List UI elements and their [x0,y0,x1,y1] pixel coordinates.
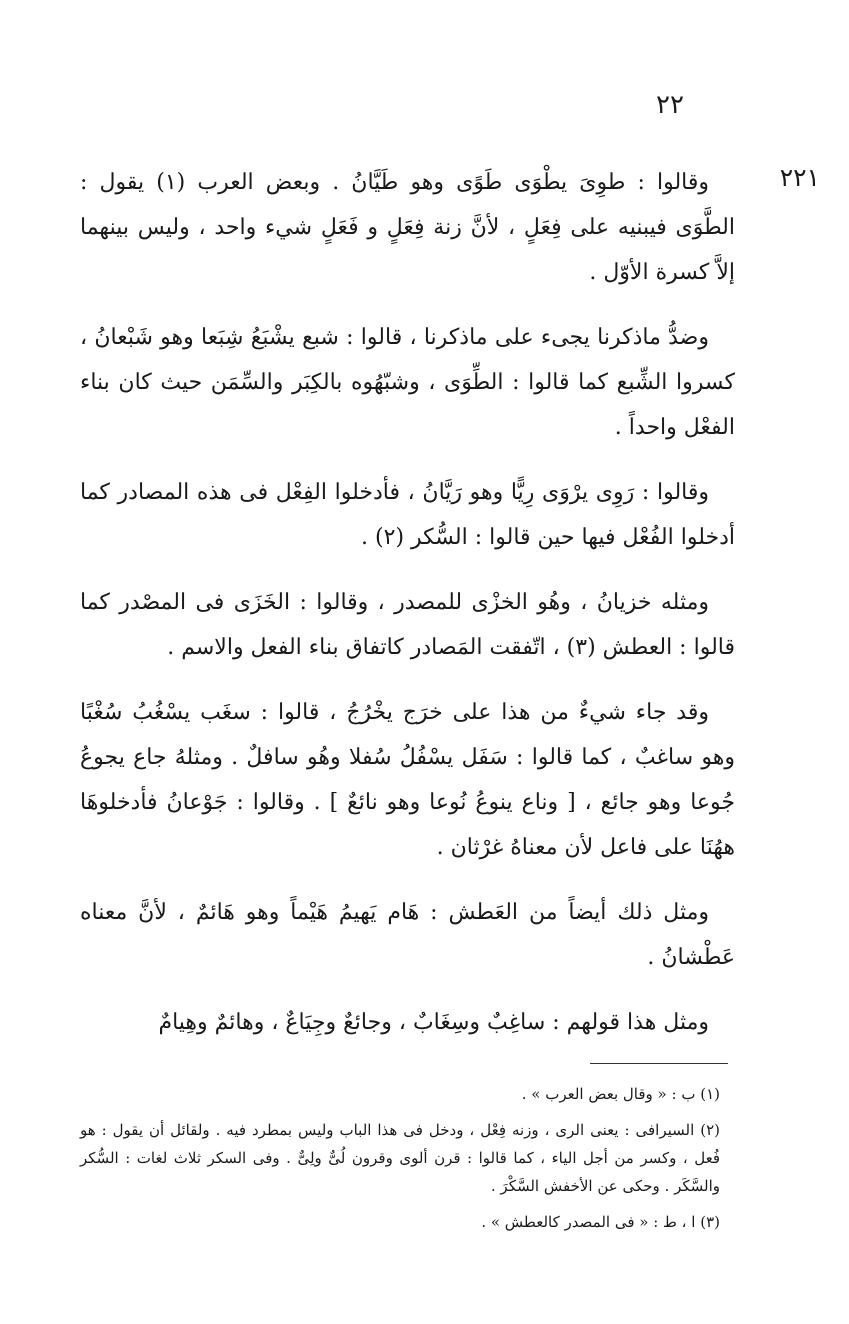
page-number: ٢٢ [656,90,684,120]
section-number: ٢٢١ [779,163,820,192]
footnote: (٣) ا ، ط : « فى المصدر كالعطش » . [481,1213,720,1231]
paragraph: وقالوا : طوِىَ يطْوَى طَوًى وهو طَيَّانُ . وبعض العرب (١) يقول : الطَّوَى فيبنيه على فِعَلٍ ، لأنَّ زنة فِعَلٍ و فَعَلٍ شيء واحد ، وليس بينهما إلاَّ كسرة الأوّل . [80,170,735,285]
paragraph: ومثله خزيانُ ، وهُو الخزْى للمصدر ، وقالوا : الخَزَى فى المصْدر كما قالوا : العطش (٣) ، اتّفقت المَصادر كاتفاق بناء الفعل والاسم . [80,590,735,660]
main-text [80,160,735,1065]
paragraph: وقد جاء شيءٌ من هذا على خرَج يخْرُجُ ، قالوا : سغَب يسْغُبُ سُغْبًا وهو ساغبٌ ، كما قالوا : سَفَل يسْفُلُ سُفلا وهُو سافلٌ . ومثلهُ جاع يجوعُ جُوعا وهو جائع ، [ وناع ينوعُ نُوعا وهو نائعٌ ] . وقالوا : جَوْعانُ فأدخلوهَا ههُنَا على فاعل لأن معناهُ غرْثان . [80,700,735,860]
footnotes [80,1080,720,1244]
paragraph: وضدُّ ماذكرنا يجىء على ماذكرنا ، قالوا : شبع يشْبَعُ شِبَعا وهو شَبْعانُ ، كسروا الشِّبع كما قالوا : الطِّوَى ، وشبّهُوه بالكِبَر والسِّمَن حيث كان بناء الفعْل واحداً . [80,325,735,440]
footnote: (١) ب : « وقال بعض العرب » . [521,1085,720,1103]
paragraph: ومثل ذلك أيضاً من العَطش : هَام يَهيمُ هَيْماً وهو هَائمٌ ، لأنَّ معناه عَطْشانُ . [80,900,735,970]
footnote: (٢) السيرافى : يعنى الرى ، وزنه فِعْل ، ودخل فى هذا الباب وليس بمطرد فيه . ولقائل أن يقول : هو فُعل ، وكسر من أجل الياء ، كما قالوا : قرن ألوى وقرون لُىٌّ ولِىٌّ . وفى السكر ثلاث لغات : السُّكر والسَّكَر . وحكى عن الأخفش السَّكْرَ . [80,1121,720,1195]
paragraph: وقالوا : رَوِى يرْوَى رِيًّا وهو رَيَّانُ ، فأدخلوا الفِعْل فى هذه المصادر كما أدخلوا الفُعْل فيها حين قالوا : السُّكر (٢) . [80,480,735,550]
paragraph: ومثل هذا قولهم : ساغِبٌ وسِغَابٌ ، وجائعٌ وجِيَاعٌ ، وهائمٌ وهِيامٌ [158,1010,709,1035]
footnote-divider [590,1063,728,1064]
